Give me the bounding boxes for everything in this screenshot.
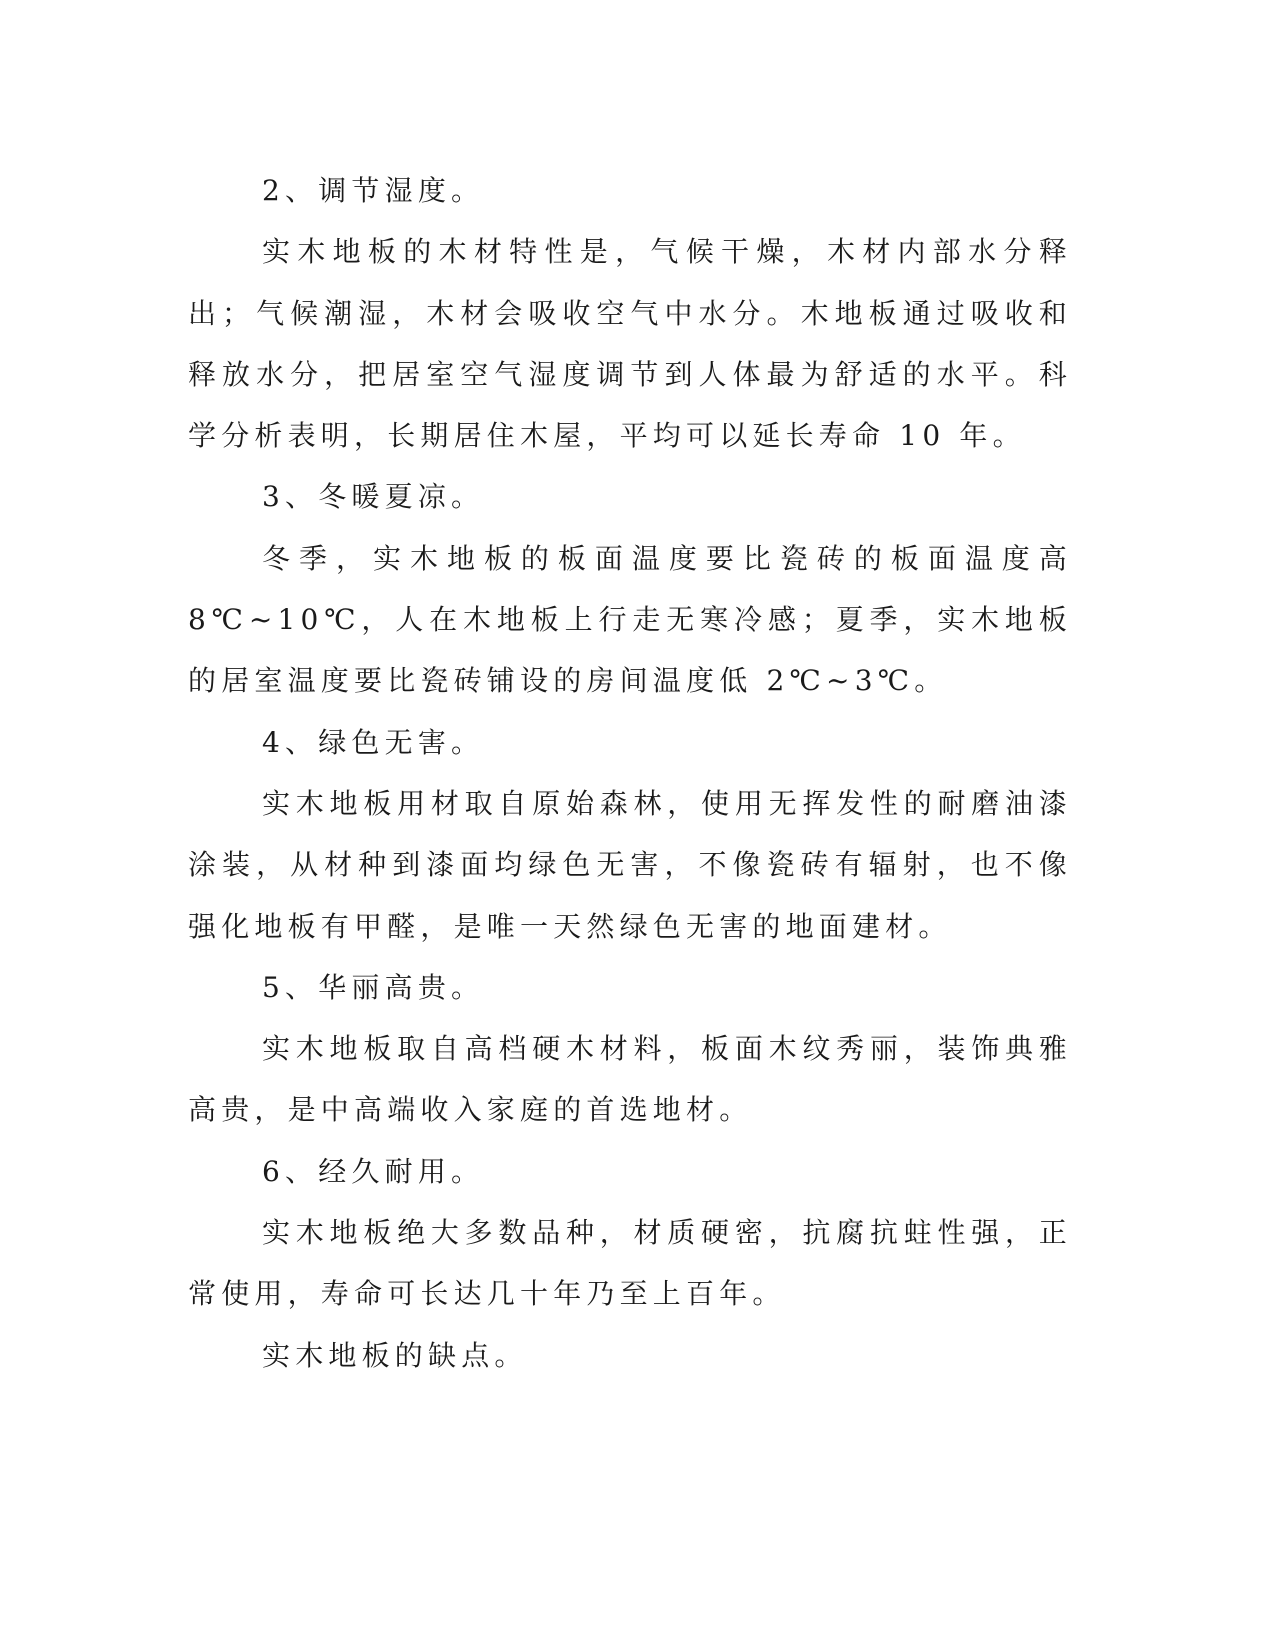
- document-body: [188, 160, 1072, 1386]
- section-heading-green: 4、绿色无害。: [262, 725, 485, 759]
- paragraph-disadvantages: 实木地板的缺点。: [262, 1338, 528, 1372]
- paragraph-durable: 实木地板绝大多数品种，材质硬密，抗腐抗蛀性强，正常使用，寿命可长达几十年乃至上百年。: [188, 1216, 1072, 1311]
- paragraph-green: 实木地板用材取自原始森林，使用无挥发性的耐磨油漆涂装，从材种到漆面均绿色无害，不像瓷砖有辐射，也不像强化地板有甲醛，是唯一天然绿色无害的地面建材。: [188, 786, 1072, 943]
- section-heading-humidity: 2、调节湿度。: [262, 174, 485, 207]
- paragraph-humidity: 实木地板的木材特性是，气候干燥，木材内部水分释出；气候潮湿，木材会吸收空气中水分。木地板通过吸收和释放水分，把居室空气湿度调节到人体最为舒适的水平。科学分析表明，长期居住木屋，平均可以延长寿命 10 年。: [188, 235, 1072, 453]
- section-heading-warm-cool: 3、冬暖夏凉。: [262, 480, 485, 514]
- section-heading-elegant: 5、华丽高贵。: [262, 970, 485, 1004]
- paragraph-elegant: 实木地板取自高档硬木材料，板面木纹秀丽，装饰典雅高贵，是中高端收入家庭的首选地材。: [188, 1032, 1072, 1127]
- section-heading-durable: 6、经久耐用。: [262, 1154, 485, 1188]
- paragraph-warm-cool: 冬季，实木地板的板面温度要比瓷砖的板面温度高 8℃~10℃，人在木地板上行走无寒冷感；夏季，实木地板的居室温度要比瓷砖铺设的房间温度低 2℃~3℃。: [188, 541, 1072, 698]
